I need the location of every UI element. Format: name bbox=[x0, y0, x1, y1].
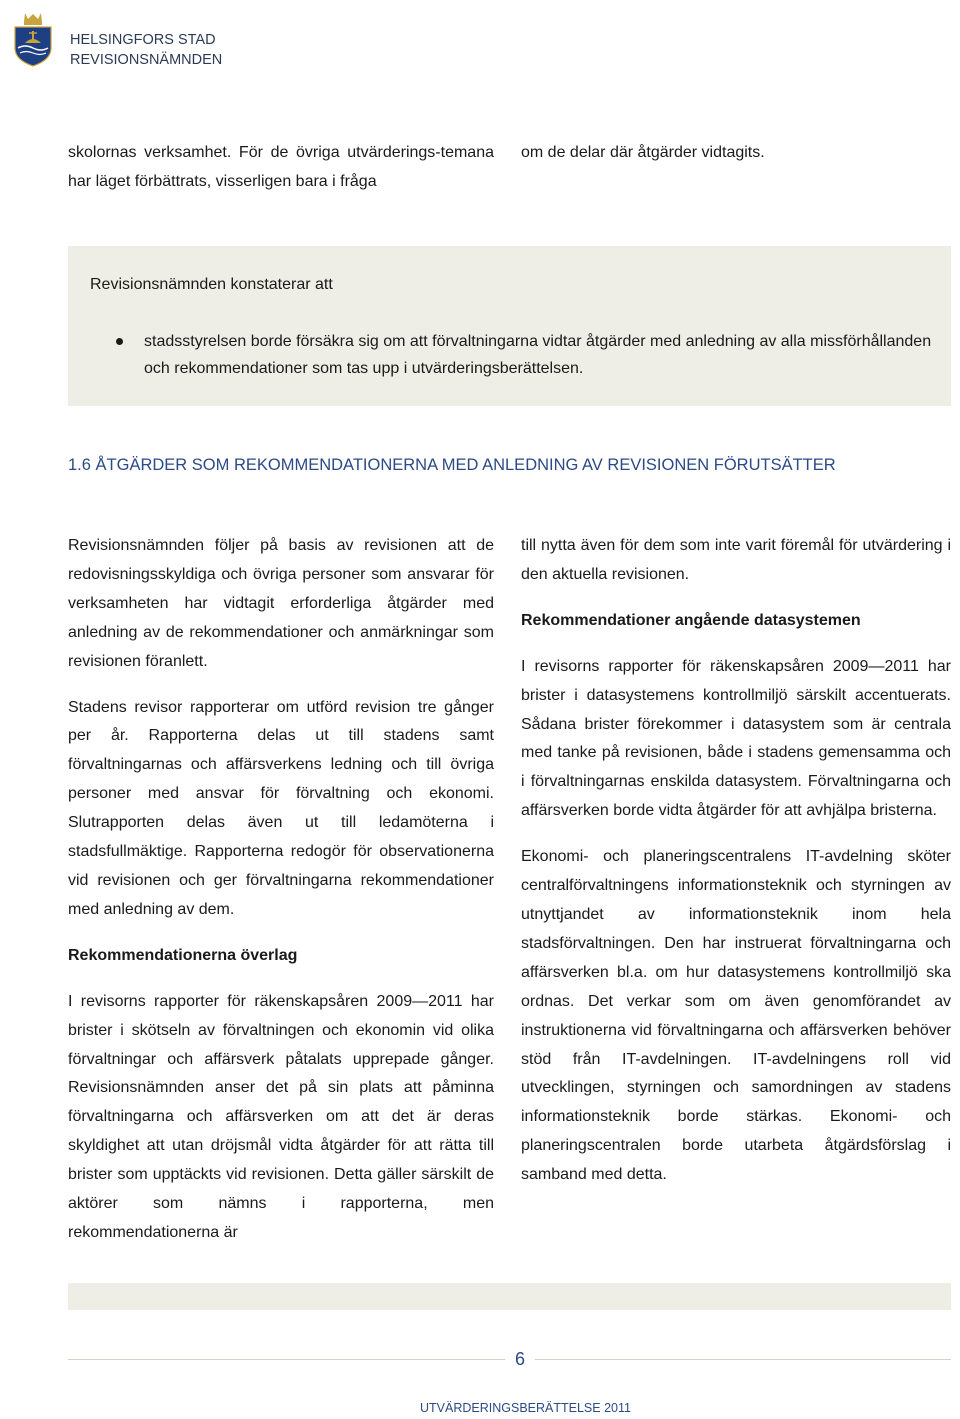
subheading: Rekommendationer angående datasystemen bbox=[521, 611, 861, 629]
paragraph: till nytta även för dem som inte varit föremål för utvärdering i den aktuella revisionen. bbox=[521, 537, 951, 583]
conclusion-box-title: Revisionsnämnden konstaterar att bbox=[90, 276, 333, 293]
conclusion-list bbox=[116, 328, 942, 382]
page-header bbox=[12, 10, 412, 70]
paragraph: I revisorns rapporter för räkenskapsåren 2009—2011 har brister i datasystemens kontrollmiljö särskilt accentuerats. Sådana brister förekommer i datasystem som är centrala med tanke på revisionen, både i stadens gemensamma och i förvaltningarnas enskilda datasystem. Förvaltningarna och affärsverken borde vidta åtgärder för att avhjälpa bristerna. bbox=[521, 657, 951, 820]
intro-left-column bbox=[68, 139, 494, 197]
intro-right-column bbox=[521, 139, 951, 168]
conclusion-box bbox=[68, 246, 951, 406]
page-number: 6 bbox=[505, 1349, 535, 1370]
organization-name bbox=[70, 30, 222, 70]
paragraph: Stadens revisor rapporterar om utförd revision tre gånger per år. Rapporterna delas ut till stadens samt förvaltningarnas och affärsverkens ledning och till övriga personer med ansvar för förvaltning och ekonomi. Slutrapporten delas även ut till ledamöterna i stadsfullmäktige. Rapporterna redogör för observationerna vid revisionen och ger förvaltningarna rekommendationer med anledning av dem. bbox=[68, 698, 494, 918]
conclusion-list-item bbox=[116, 328, 942, 382]
right-column bbox=[521, 532, 951, 1190]
footer-band bbox=[68, 1283, 951, 1310]
conclusion-item-text: stadsstyrelsen borde försäkra sig om att förvaltningarna vidtar åtgärder med anledning av alla missförhållanden och rekommendationer som tas upp i utvärderingsberättelsen. bbox=[144, 333, 932, 377]
coat-of-arms-icon bbox=[12, 10, 54, 68]
section-heading: 1.6 ÅTGÄRDER SOM REKOMMENDATIONERNA MED ANLEDNING AV REVISIONEN FÖRUTSÄTTER bbox=[68, 456, 836, 474]
footer-title: UTVÄRDERINGSBERÄTTELSE 2011 bbox=[420, 1401, 631, 1415]
intro-right-text: om de delar där åtgärder vidtagits. bbox=[521, 144, 765, 161]
paragraph: Ekonomi- och planeringscentralens IT-avdelning sköter centralförvaltningens informationsteknik och styrningen av utnyttjandet av informationsteknik inom hela stadsförvaltningen. Den har instruerat förvaltningarna och affärsverken bl.a. om hur datasystemens kontrollmiljö ska ordnas. Det verkar som om även genomförandet av instruktionerna vid förvaltningarna och affärsverken behöver stöd från IT-avdelningen. IT-avdelningens roll vid utvecklingen, styrningen och samordningen av stadens informationsteknik borde stärkas. Ekonomi- och planeringscentralen borde utarbeta åtgärdsförslag i samband med detta. bbox=[521, 848, 951, 1184]
paragraph: I revisorns rapporter för räkenskapsåren 2009—2011 har brister i skötseln av förvaltningen och ekonomin vid olika förvaltningar och affärsverk påtalats upprepade gånger. Revisionsnämnden anser det på sin plats att påminna förvaltningarna och affärsverken om att det är deras skyldighet att utan dröjsmål vidta åtgärder för att rätta till brister som upptäckts vid revisionen. Detta gäller särskilt de aktörer som nämns i rapporterna, men rekommendationerna är bbox=[68, 992, 494, 1241]
subheading: Rekommendationerna överlag bbox=[68, 946, 298, 964]
org-line-2: REVISIONSNÄMNDEN bbox=[70, 52, 223, 68]
org-line-1: HELSINGFORS STAD bbox=[70, 32, 216, 48]
bullet-icon bbox=[116, 338, 123, 345]
left-column bbox=[68, 532, 494, 1248]
paragraph: Revisionsnämnden följer på basis av revisionen att de redovisningsskyldiga och övriga personer som ansvarar för verksamheten har vidtagit erforderliga åtgärder med anledning av de rekommendationer och anmärkningar som revisionen föranlett. bbox=[68, 537, 494, 670]
intro-left-text: skolornas verksamhet. För de övriga utvärderings-temana har läget förbättrats, visserligen bara i fråga bbox=[68, 144, 494, 190]
